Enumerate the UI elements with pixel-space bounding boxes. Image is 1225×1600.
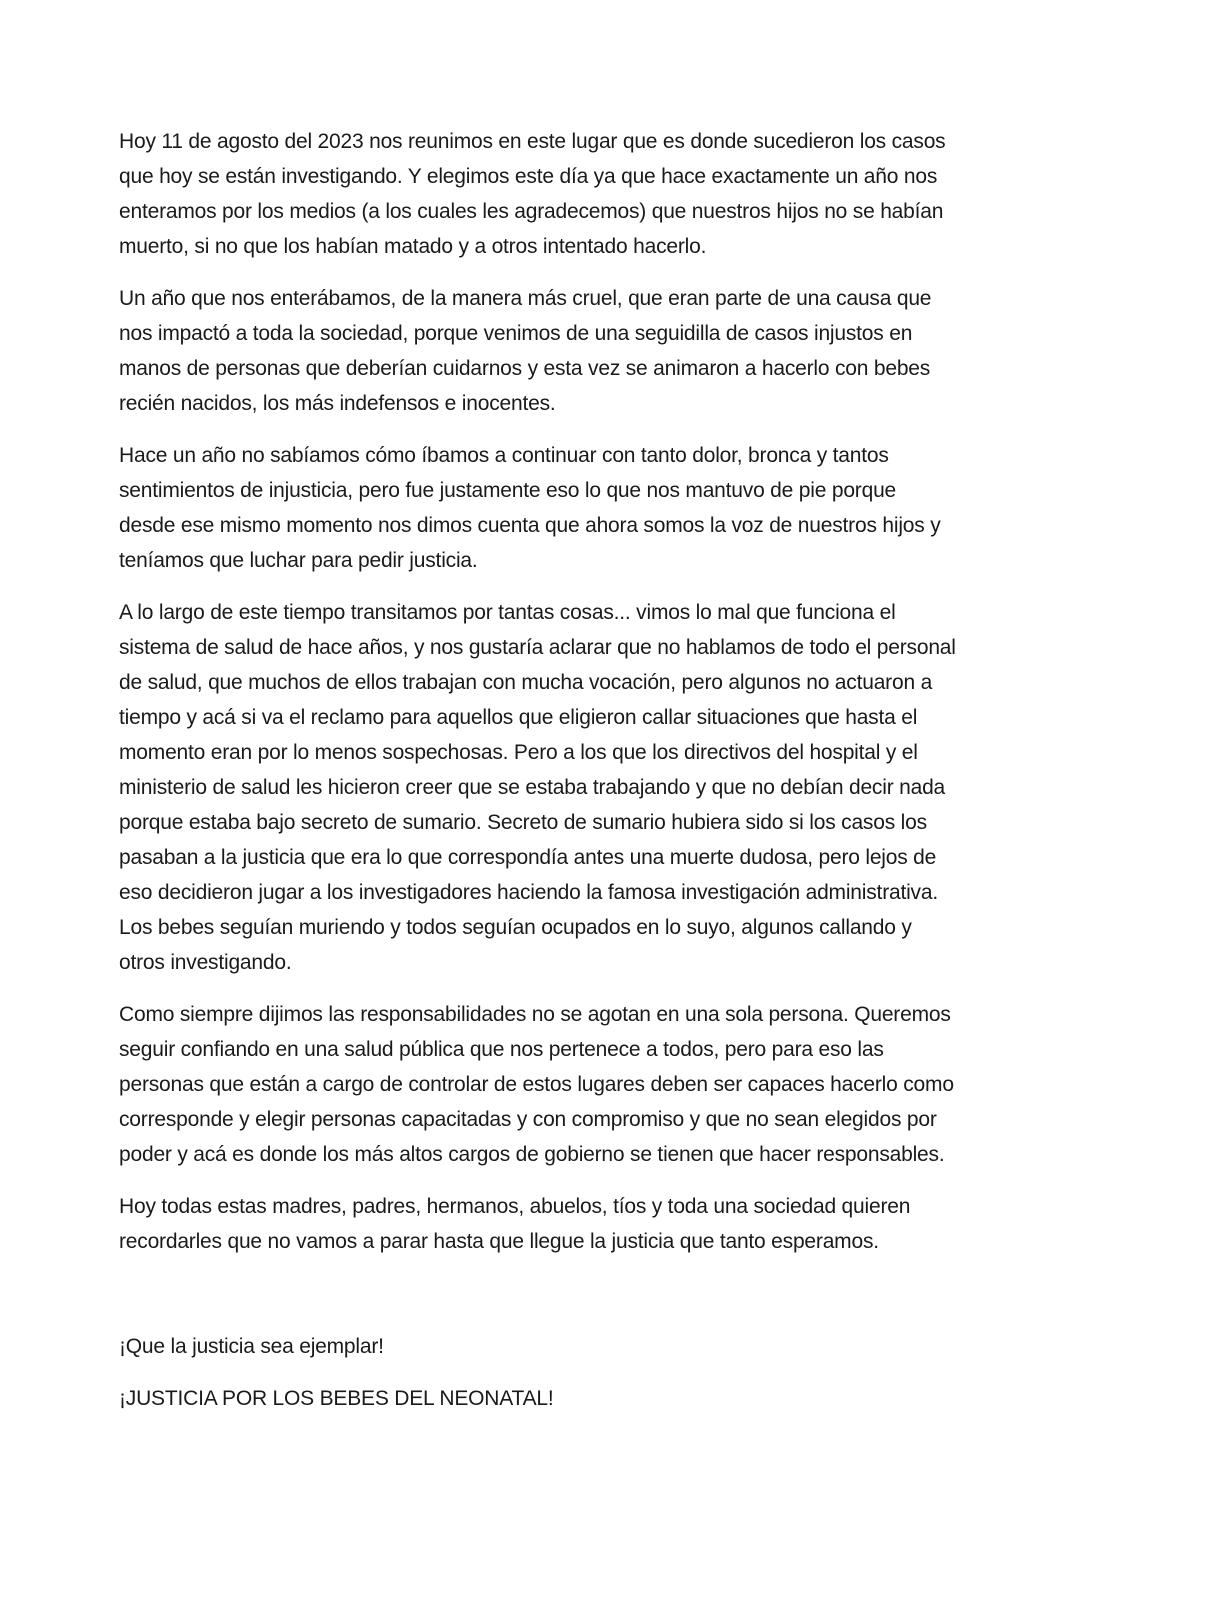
text-line: Un año que nos enterábamos, de la manera más cruel, que eran parte de una causa que [119, 287, 932, 310]
text-line: que hoy se están investigando. Y elegimos este día ya que hace exactamente un año nos [119, 165, 938, 188]
text-line: Hoy todas estas madres, padres, hermanos, abuelos, tíos y toda una sociedad quieren [119, 1195, 911, 1218]
closing-slogan: ¡JUSTICIA POR LOS BEBES DEL NEONATAL! [119, 1387, 554, 1410]
document-page [119, 124, 1119, 1433]
text-line: eso decidieron jugar a los investigadores haciendo la famosa investigación administrativa. [119, 881, 938, 904]
text-line: A lo largo de este tiempo transitamos por tantas cosas... vimos lo mal que funciona el [119, 601, 896, 624]
text-line: porque estaba bajo secreto de sumario. Secreto de sumario hubiera sido si los casos los [119, 811, 927, 834]
paragraph [119, 124, 1119, 264]
text-line: pasaban a la justicia que era lo que correspondía antes una muerte dudosa, pero lejos de [119, 846, 937, 869]
paragraph [119, 1189, 1119, 1259]
text-line: desde ese mismo momento nos dimos cuenta que ahora somos la voz de nuestros hijos y [119, 514, 941, 537]
text-line: ministerio de salud les hicieron creer que se estaba trabajando y que no debían decir nada [119, 776, 946, 799]
paragraph [119, 595, 1119, 980]
text-line: sentimientos de injusticia, pero fue justamente eso lo que nos mantuvo de pie porque [119, 479, 897, 502]
text-line: recién nacidos, los más indefensos e inocentes. [119, 392, 556, 415]
paragraph [119, 438, 1119, 578]
text-line: otros investigando. [119, 951, 292, 974]
text-line: muerto, si no que los habían matado y a otros intentado hacerlo. [119, 235, 707, 258]
text-line: corresponde y elegir personas capacitadas y con compromiso y que no sean elegidos por [119, 1108, 937, 1131]
text-line: recordarles que no vamos a parar hasta que llegue la justicia que tanto esperamos. [119, 1230, 879, 1253]
paragraph [119, 281, 1119, 421]
text-line: manos de personas que deberían cuidarnos y esta vez se animaron a hacerlo con bebes [119, 357, 931, 380]
text-line: Los bebes seguían muriendo y todos seguían ocupados en lo suyo, algunos callando y [119, 916, 912, 939]
text-line: Hoy 11 de agosto del 2023 nos reunimos en este lugar que es donde sucedieron los casos [119, 130, 946, 153]
text-line: seguir confiando en una salud pública que nos pertenece a todos, pero para eso las [119, 1038, 884, 1061]
document-body [119, 124, 1119, 1259]
text-line: enteramos por los medios (a los cuales les agradecemos) que nuestros hijos no se habían [119, 200, 944, 223]
text-line: poder y acá es donde los más altos cargos de gobierno se tienen que hacer responsables. [119, 1143, 945, 1166]
text-line: tiempo y acá si va el reclamo para aquellos que eligieron callar situaciones que hasta el [119, 706, 918, 729]
text-line: Hace un año no sabíamos cómo íbamos a continuar con tanto dolor, bronca y tantos [119, 444, 889, 467]
text-line: nos impactó a toda la sociedad, porque venimos de una seguidilla de casos injustos en [119, 322, 913, 345]
text-line: sistema de salud de hace años, y nos gustaría aclarar que no hablamos de todo el personal [119, 636, 956, 659]
text-line: de salud, que muchos de ellos trabajan con mucha vocación, pero algunos no actuaron a [119, 671, 933, 694]
text-line: Como siempre dijimos las responsabilidades no se agotan en una sola persona. Queremos [119, 1003, 951, 1026]
text-line: personas que están a cargo de controlar de estos lugares deben ser capaces hacerlo como [119, 1073, 954, 1096]
text-line: teníamos que luchar para pedir justicia. [119, 549, 478, 572]
closing-line: ¡Que la justicia sea ejemplar! [119, 1335, 384, 1358]
closing-section [119, 1329, 1119, 1416]
paragraph [119, 997, 1119, 1172]
text-line: momento eran por lo menos sospechosas. Pero a los que los directivos del hospital y el [119, 741, 918, 764]
